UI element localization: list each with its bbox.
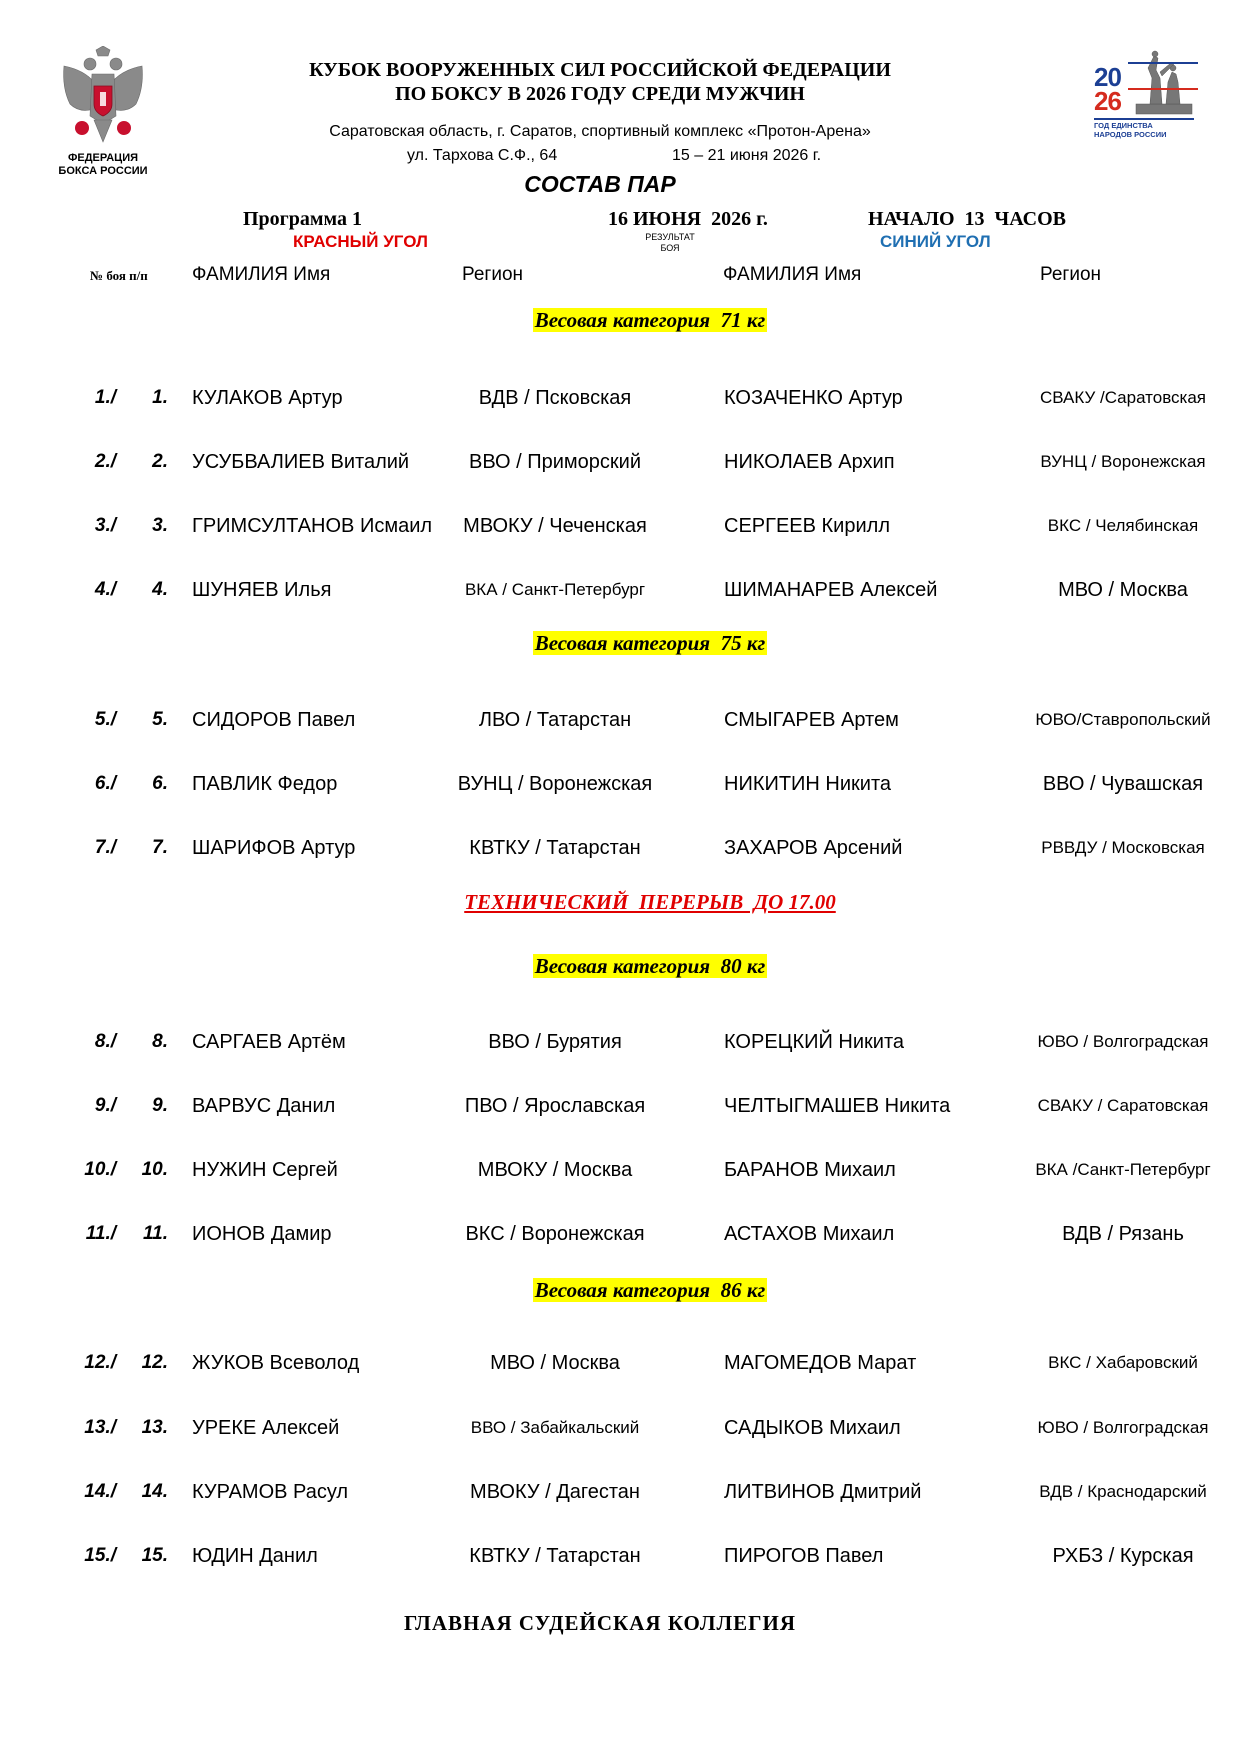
program-date: 16 ИЮНЯ 2026 г. [608,208,768,230]
program-label: Программа 1 [243,208,362,230]
page-title-line1: КУБОК ВООРУЖЕННЫХ СИЛ РОССИЙСКОЙ ФЕДЕРАЦИИ [309,59,891,81]
blue-corner-region: РВВДУ / Московская [1041,838,1205,857]
blue-corner-region: ЮВО / Волгоградская [1037,1032,1209,1051]
bout-sequence: 10. [141,1159,168,1180]
red-corner-region: КВТКУ / Татарстан [469,1545,641,1567]
bout-sequence: 6. [152,773,168,794]
bout-sequence: 8. [152,1031,168,1052]
venue: Саратовская область, г. Саратов, спортивный комплекс «Протон-Арена» [329,123,871,140]
blue-corner-name: АСТАХОВ Михаил [724,1223,895,1245]
blue-corner-name: ЗАХАРОВ Арсений [724,837,903,859]
red-corner-region: ПВО / Ярославская [464,1095,646,1117]
document-title: СОСТАВ ПАР [524,171,676,197]
blue-corner-name: КОРЕЦКИЙ Никита [724,1031,905,1053]
red-corner-region: МВО / Москва [490,1352,620,1374]
bout-sequence: 14. [141,1481,168,1502]
weight-class-label: Весовая категория 75 кг [534,631,766,655]
bout-sequence: 9. [152,1095,168,1116]
bout-number: 10./ [84,1159,116,1180]
red-corner-region: ВКС / Воронежская [465,1223,645,1245]
event-dates: 15 – 21 июня 2026 г. [672,147,822,164]
red-corner-region: ВДВ / Псковская [478,387,632,409]
bout-number: 15./ [84,1545,116,1566]
blue-corner-region: ВКС / Хабаровский [1048,1353,1198,1372]
red-corner-name: СИДОРОВ Павел [192,709,356,731]
bout-number: 9./ [94,1095,116,1116]
red-corner-name: ЮДИН Данил [192,1545,318,1567]
blue-corner-name: НИКИТИН Никита [724,773,892,795]
blue-corner-name: ЧЕЛТЫГМАШЕВ Никита [724,1095,951,1117]
red-corner-region: ВКА / Санкт-Петербург [464,580,646,599]
blue-corner-region: ВДВ / Краснодарский [1039,1482,1207,1501]
weight-class-row [0,308,1241,333]
red-corner-region: ВВО / Бурятия [488,1031,622,1053]
bout-sequence: 7. [152,837,168,858]
year-of-unity-logo [1094,48,1200,158]
blue-corner-name: СМЫГАРЕВ Артем [724,709,899,731]
blue-corner-name: СЕРГЕЕВ Кирилл [724,515,890,537]
chief-judges-footer: ГЛАВНАЯ СУДЕЙСКАЯ КОЛЛЕГИЯ [403,1611,797,1635]
federation-caption-line1: ФЕДЕРАЦИЯ [67,152,139,164]
bout-sequence: 5. [152,709,168,730]
red-corner-region: МВОКУ / Москва [477,1159,633,1181]
bout-number: 14./ [84,1481,116,1502]
blue-corner-region: ЮВО / Волгоградская [1037,1418,1209,1437]
col-header-red-name: ФАМИЛИЯ Имя [192,264,331,285]
blue-corner-region: МВО / Москва [1058,579,1188,601]
weight-class-row [0,1278,1241,1303]
col-header-red-region: Регион [462,264,524,285]
bout-sequence: 4. [152,579,168,600]
bout-number: 6./ [94,773,116,794]
year-top: 20 [1094,62,1121,92]
bout-number: 2./ [94,451,116,472]
unity-caption-line1: ГОД ЕДИНСТВА [1094,121,1153,130]
red-corner-label: КРАСНЫЙ УГОЛ [293,232,428,251]
blue-corner-name: ПИРОГОВ Павел [724,1545,884,1567]
col-header-blue-region: Регион [1040,264,1102,285]
result-label-line1: РЕЗУЛЬТАТ [645,232,695,242]
year-bottom: 26 [1094,86,1121,116]
bout-sequence: 12. [141,1352,168,1373]
bout-number: 3./ [94,515,116,536]
bout-number: 4./ [94,579,116,600]
blue-corner-region: ЮВО/Ставропольский [1035,710,1211,729]
blue-corner-name: САДЫКОВ Михаил [724,1417,901,1439]
red-corner-name: ПАВЛИК Федор [192,773,338,795]
minin-pozharsky-monument-icon [1128,48,1198,118]
blue-corner-name: КОЗАЧЕНКО Артур [724,387,903,409]
weight-class-row [0,954,1241,979]
technical-break-notice: ТЕХНИЧЕСКИЙ ПЕРЕРЫВ ДО 17.00 [464,890,836,914]
red-corner-name: ГРИМСУЛТАНОВ Исмаил [192,515,433,537]
red-corner-name: ЖУКОВ Всеволод [192,1352,360,1374]
bout-number: 7./ [94,837,116,858]
weight-class-row [0,631,1241,656]
blue-corner-name: БАРАНОВ Михаил [724,1159,896,1181]
red-corner-region: ВВО / Приморский [468,451,641,473]
red-corner-name: НУЖИН Сергей [192,1159,338,1181]
col-header-num: № боя п/п [90,268,148,283]
logo-divider [1094,118,1194,120]
bout-number: 5./ [94,709,116,730]
bout-sequence: 3. [152,515,168,536]
bout-number: 12./ [84,1352,116,1373]
blue-corner-region: ВВО / Чувашская [1042,773,1204,795]
weight-class-label: Весовая категория 80 кг [534,954,766,978]
red-corner-name: УРЕКЕ Алексей [192,1417,340,1439]
bout-number: 1./ [94,387,116,408]
red-corner-name: ВАРВУС Данил [192,1095,336,1117]
bout-sequence: 11. [142,1223,168,1244]
bout-number: 8./ [94,1031,116,1052]
blue-corner-label: СИНИЙ УГОЛ [880,232,991,251]
red-corner-region: МВОКУ / Дагестан [470,1481,640,1503]
weight-class-label: Весовая категория 86 кг [534,1278,766,1302]
bout-number: 13./ [84,1417,116,1438]
blue-corner-region: ВУНЦ / Воронежская [1040,452,1206,471]
bout-sequence: 13. [141,1417,168,1438]
blue-corner-region: ВДВ / Рязань [1062,1223,1184,1245]
double-headed-eagle-emblem-icon [60,46,146,150]
blue-corner-region: ВКС / Челябинская [1047,516,1199,535]
blue-corner-region: ВКА /Санкт-Петербург [1035,1160,1211,1179]
red-corner-region: ВВО / Забайкальский [470,1418,640,1437]
blue-corner-name: НИКОЛАЕВ Архип [724,451,895,473]
weight-class-label: Весовая категория 71 кг [534,308,766,332]
red-corner-region: КВТКУ / Татарстан [469,837,641,859]
blue-corner-name: ЛИТВИНОВ Дмитрий [724,1481,922,1503]
blue-corner-name: МАГОМЕДОВ Марат [724,1352,917,1374]
bout-sequence: 2. [152,451,168,472]
red-corner-name: ШАРИФОВ Артур [192,837,356,859]
bout-number: 11./ [85,1223,116,1244]
red-corner-region: ЛВО / Татарстан [478,709,632,731]
blue-corner-name: ШИМАНАРЕВ Алексей [724,579,938,601]
bout-sequence: 15. [141,1545,168,1566]
col-header-blue-name: ФАМИЛИЯ Имя [723,264,862,285]
red-corner-name: ИОНОВ Дамир [192,1223,332,1245]
result-label-line2: БОЯ [660,243,680,253]
red-corner-name: КУРАМОВ Расул [192,1481,349,1503]
red-corner-region: ВУНЦ / Воронежская [457,773,653,795]
red-corner-name: УСУБВАЛИЕВ Виталий [192,451,410,473]
unity-caption-line2: НАРОДОВ РОССИИ [1094,130,1167,139]
address: ул. Тархова С.Ф., 64 [407,147,558,164]
red-corner-name: КУЛАКОВ Артур [192,387,343,409]
boxing-federation-logo [52,46,154,186]
program-start-time: НАЧАЛО 13 ЧАСОВ [868,208,1067,230]
page-title-line2: ПО БОКСУ В 2026 ГОДУ СРЕДИ МУЖЧИН [395,83,805,105]
federation-caption-line2: БОКСА РОССИИ [58,165,148,177]
red-corner-region: МВОКУ / Чеченская [463,515,647,537]
red-corner-name: САРГАЕВ Артём [192,1031,346,1053]
blue-corner-region: СВАКУ / Саратовская [1037,1096,1209,1115]
blue-corner-region: СВАКУ /Саратовская [1039,388,1207,407]
red-corner-name: ШУНЯЕВ Илья [192,579,332,601]
bout-sequence: 1. [152,387,168,408]
blue-corner-region: РХБЗ / Курская [1052,1545,1194,1567]
